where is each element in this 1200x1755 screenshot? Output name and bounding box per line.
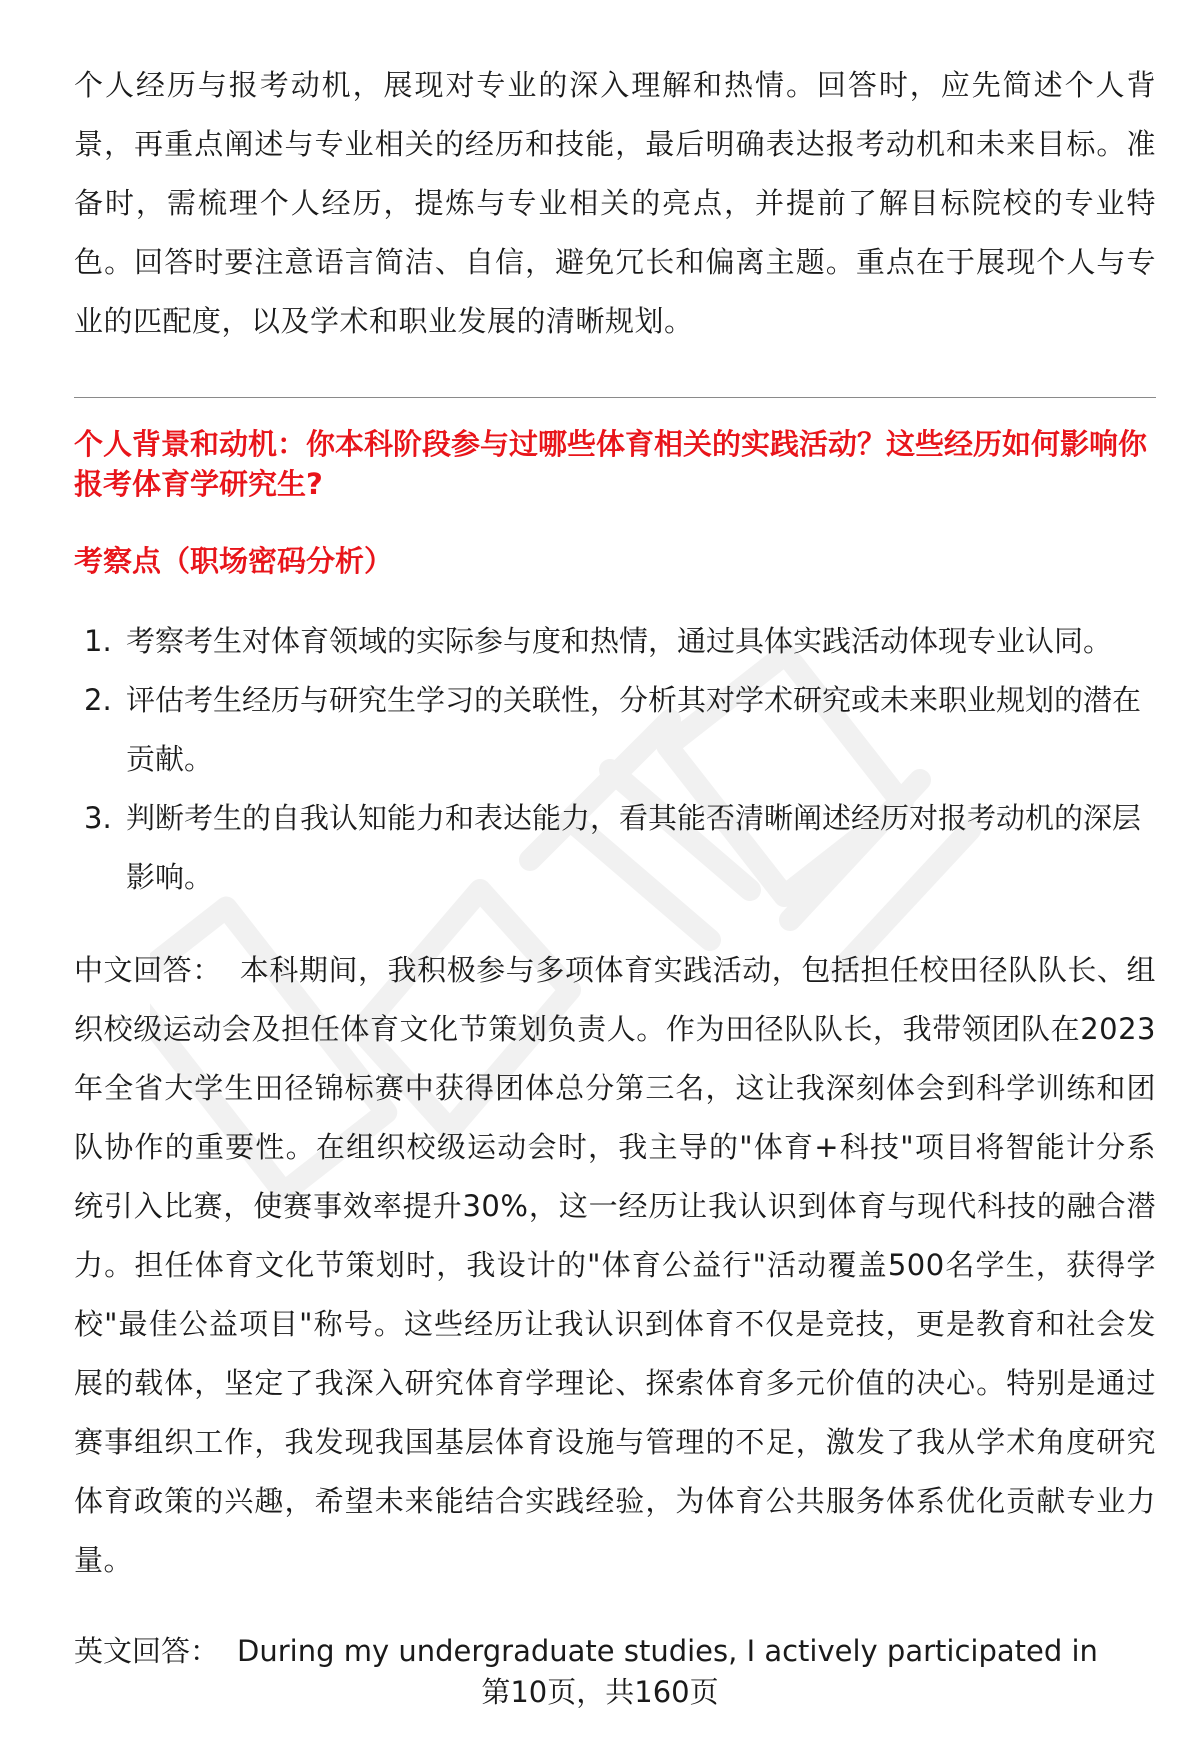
list-item-text: 评估考生经历与研究生学习的关联性，分析其对学术研究或未来职业规划的潜在贡献。: [126, 683, 1142, 776]
section-divider: [74, 397, 1156, 398]
list-item: [74, 789, 1156, 907]
list-item: [74, 612, 1156, 671]
chinese-answer-paragraph: [74, 941, 1156, 1590]
assessment-heading: 考察点（职场密码分析）: [74, 544, 394, 578]
chinese-answer: [74, 941, 1156, 1590]
assessment-list: [74, 612, 1156, 907]
page-number-footer: 第10页，共160页: [481, 1675, 719, 1709]
list-item-number: 3.: [84, 801, 112, 835]
question-heading: 个人背景和动机：你本科阶段参与过哪些体育相关的实践活动？这些经历如何影响你报考体育学研究生?: [74, 427, 1148, 501]
intro-paragraph: 个人经历与报考动机，展现对专业的深入理解和热情。回答时，应先简述个人背景，再重点阐述与专业相关的经历和技能，最后明确表达报考动机和未来目标。准备时，需梳理个人经历，提炼与专业相关的亮点，并提前了解目标院校的专业特色。回答时要注意语言简洁、自信，避免冗长和偏离主题。重点在于展现个人与专业的匹配度，以及学术和职业发展的清晰规划。: [74, 68, 1156, 338]
english-answer-text: During my undergraduate studies, I actively participated in: [237, 1634, 1098, 1668]
list-item-text: 考察考生对体育领域的实际参与度和热情，通过具体实践活动体现专业认同。: [126, 624, 1113, 658]
english-answer-label: 英文回答：: [74, 1634, 220, 1668]
list-item: [74, 671, 1156, 789]
chinese-answer-text: 本科期间，我积极参与多项体育实践活动，包括担任校田径队队长、组织校级运动会及担任体育文化节策划负责人。作为田径队队长，我带领团队在2023年全省大学生田径锦标赛中获得团体总分第三名，这让我深刻体会到科学训练和团队协作的重要性。在组织校级运动会时，我主导的"体育+科技"项目将智能计分系统引入比赛，使赛事效率提升30%，这一经历让我认识到体育与现代科技的融合潜力。担任体育文化节策划时，我设计的"体育公益行"活动覆盖500名学生，获得学校"最佳公益项目"称号。这些经历让我认识到体育不仅是竞技，更是教育和社会发展的载体，坚定了我深入研究体育学理论、探索体育多元价值的决心。特别是通过赛事组织工作，我发现我国基层体育设施与管理的不足，激发了我从学术角度研究体育政策的兴趣，希望未来能结合实践经验，为体育公共服务体系优化贡献专业力量。: [74, 953, 1156, 1577]
intro-section: [74, 56, 1156, 351]
chinese-answer-label: 中文回答：: [74, 953, 222, 987]
list-item-text: 判断考生的自我认知能力和表达能力，看其能否清晰阐述经历对报考动机的深层影响。: [126, 801, 1142, 894]
list-item-number: 1.: [84, 624, 112, 658]
list-item-number: 2.: [84, 683, 112, 717]
